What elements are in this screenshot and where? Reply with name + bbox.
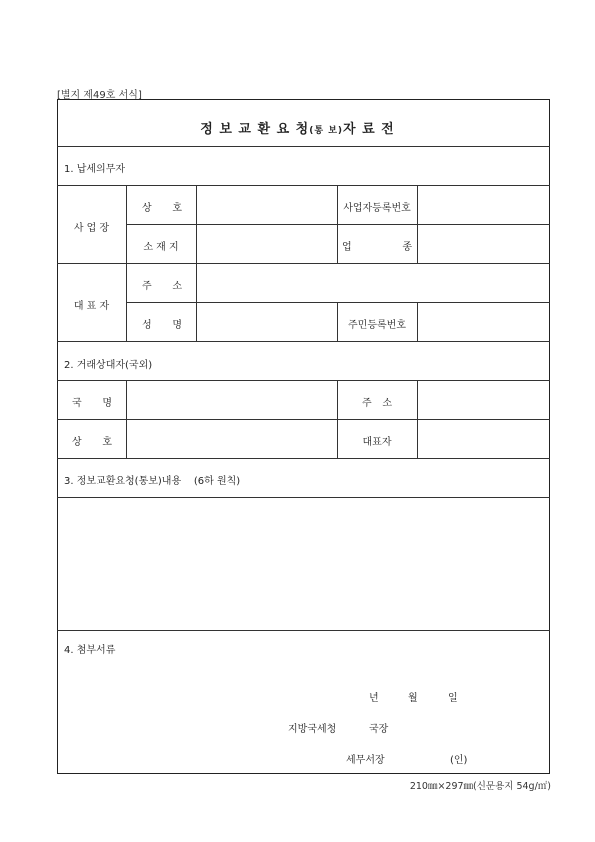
location-field[interactable] bbox=[197, 225, 337, 263]
paper-spec: 210㎜×297㎜(신문용지 54g/㎡) bbox=[409, 781, 551, 792]
address-label: 주 소 bbox=[142, 281, 182, 292]
partner-trade-name-field[interactable] bbox=[127, 420, 337, 458]
rule-sec4-start bbox=[57, 630, 550, 631]
regional-office-label: 지방국세청 bbox=[288, 724, 337, 735]
section1-heading: 1. 납세의무자 bbox=[64, 164, 126, 175]
seal-label: (인) bbox=[450, 755, 468, 766]
rep-name-field[interactable] bbox=[197, 303, 337, 341]
partner-representative-label: 대표자 bbox=[362, 437, 392, 448]
section3-note: (6하 원칙) bbox=[193, 476, 241, 487]
form-number-label: [별지 제49호 서식] bbox=[57, 90, 142, 101]
partner-trade-name-label: 상 호 bbox=[72, 437, 112, 448]
date-day: 일 bbox=[448, 693, 458, 704]
rule-sec2-start bbox=[57, 341, 550, 342]
vrule-1c bbox=[337, 185, 338, 263]
form-title bbox=[0, 118, 595, 137]
section2-heading: 2. 거래상대자(국외) bbox=[64, 360, 153, 371]
industry-label: 업 종 bbox=[342, 242, 412, 253]
vrule-1a bbox=[126, 185, 127, 341]
section3-heading: 3. 정보교환요청(통보)내용 (6하 원칙) bbox=[64, 476, 241, 487]
resident-no-label: 주민등록번호 bbox=[348, 320, 406, 331]
section4-heading: 4. 첨부서류 bbox=[64, 645, 116, 656]
date-year: 년 bbox=[369, 693, 379, 704]
industry-field[interactable] bbox=[418, 225, 549, 263]
biz-reg-no-field[interactable] bbox=[418, 186, 549, 224]
country-field[interactable] bbox=[127, 381, 337, 419]
country-label: 국 명 bbox=[72, 398, 112, 409]
representative-label: 대 표 자 bbox=[73, 301, 110, 312]
name-label: 성 명 bbox=[142, 320, 182, 331]
partner-address-field[interactable] bbox=[418, 381, 549, 419]
rep-address-field[interactable] bbox=[197, 264, 549, 302]
partner-representative-field[interactable] bbox=[418, 420, 549, 458]
attachments-area[interactable] bbox=[58, 658, 549, 678]
title-tail: 자 료 전 bbox=[343, 122, 395, 137]
resident-no-field[interactable] bbox=[418, 303, 549, 341]
title-sub: (통 보) bbox=[309, 126, 343, 136]
rule-sec3-start bbox=[57, 458, 550, 459]
biz-reg-no-label: 사업자등록번호 bbox=[343, 203, 411, 214]
location-label: 소 재 지 bbox=[143, 242, 179, 253]
director-label: 국장 bbox=[369, 724, 389, 735]
request-content-area[interactable] bbox=[58, 498, 549, 629]
partner-address-label: 주 소 bbox=[362, 398, 392, 409]
rule-title bbox=[57, 146, 550, 147]
date-month: 월 bbox=[408, 693, 418, 704]
title-main: 정 보 교 환 요 청 bbox=[200, 122, 310, 137]
tax-office-head-label: 세무서장 bbox=[346, 755, 385, 766]
trade-name-label: 상 호 bbox=[142, 203, 182, 214]
trade-name-field[interactable] bbox=[197, 186, 337, 224]
business-label: 사 업 장 bbox=[73, 223, 110, 234]
